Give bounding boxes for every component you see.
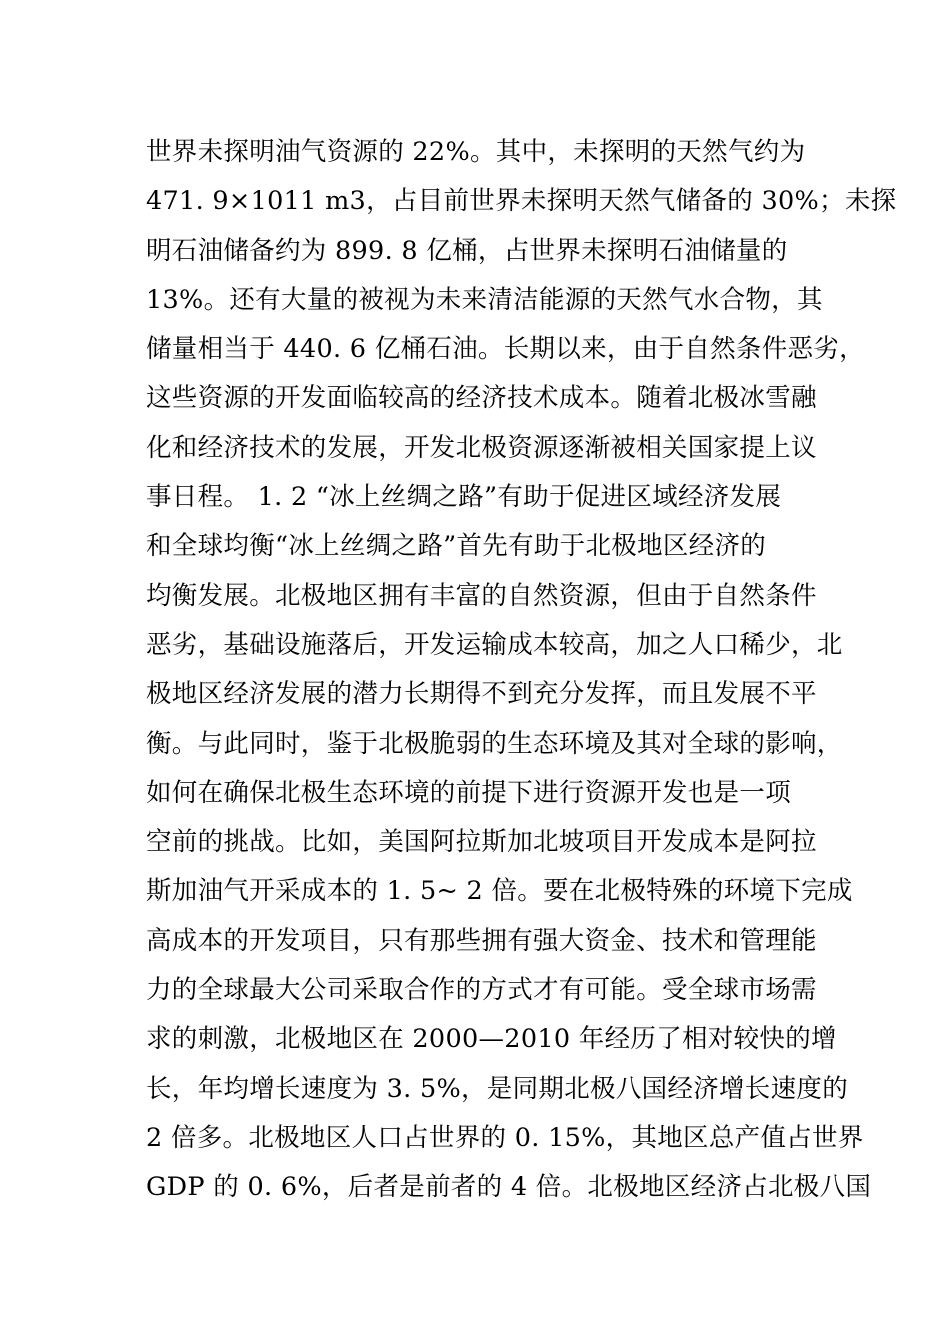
text-line: 事日程。 1. 2 “冰上丝绸之路”有助于促进区域经济发展 — [146, 482, 782, 513]
text-line: 2 倍多。北极地区人口占世界的 0. 15%，其地区总产值占世界 — [146, 1122, 864, 1153]
text-line: GDP 的 0. 6%，后者是前者的 4 倍。北极地区经济占北极八国 — [146, 1172, 872, 1203]
text-line: 长，年均增长速度为 3. 5%，是同期北极八国经济增长速度的 — [146, 1073, 848, 1104]
text-line: 471. 9×1011 m3，占目前世界未探明天然气储备的 30%；未探 — [146, 186, 897, 217]
text-line: 明石油储备约为 899. 8 亿桶，占世界未探明石油储量的 — [146, 235, 788, 266]
text-line: 求的刺激，北极地区在 2000—2010 年经历了相对较快的增 — [146, 1024, 837, 1055]
text-line: 如何在确保北极生态环境的前提下进行资源开发也是一项 — [146, 777, 792, 808]
text-line: 化和经济技术的发展，开发北极资源逐渐被相关国家提上议 — [146, 432, 817, 463]
text-line: 这些资源的开发面临较高的经济技术成本。随着北极冰雪融 — [146, 383, 817, 414]
text-line: 衡。与此同时，鉴于北极脆弱的生态环境及其对全球的影响， — [146, 728, 843, 759]
text-line: 力的全球最大公司采取合作的方式才有可能。受全球市场需 — [146, 975, 817, 1006]
body-text — [146, 128, 897, 1213]
text-line: 斯加油气开采成本的 1. 5~ 2 倍。要在北极特殊的环境下完成 — [146, 876, 853, 907]
text-line: 恶劣，基础设施落后，开发运输成本较高，加之人口稀少，北 — [146, 629, 843, 660]
text-line: 世界未探明油气资源的 22%。其中，未探明的天然气约为 — [146, 137, 806, 167]
text-line: 储量相当于 440. 6 亿桶石油。长期以来，由于自然条件恶劣， — [146, 334, 865, 365]
text-line: 均衡发展。北极地区拥有丰富的自然资源，但由于自然条件 — [146, 580, 817, 611]
text-line: 空前的挑战。比如，美国阿拉斯加北坡项目开发成本是阿拉 — [146, 827, 817, 858]
text-line: 高成本的开发项目，只有那些拥有强大资金、技术和管理能 — [146, 925, 817, 956]
text-line: 13%。还有大量的被视为未来清洁能源的天然气水合物，其 — [146, 284, 823, 315]
text-line: 极地区经济发展的潜力长期得不到充分发挥，而且发展不平 — [146, 679, 817, 710]
text-line: 和全球均衡“冰上丝绸之路”首先有助于北极地区经济的 — [146, 531, 767, 562]
